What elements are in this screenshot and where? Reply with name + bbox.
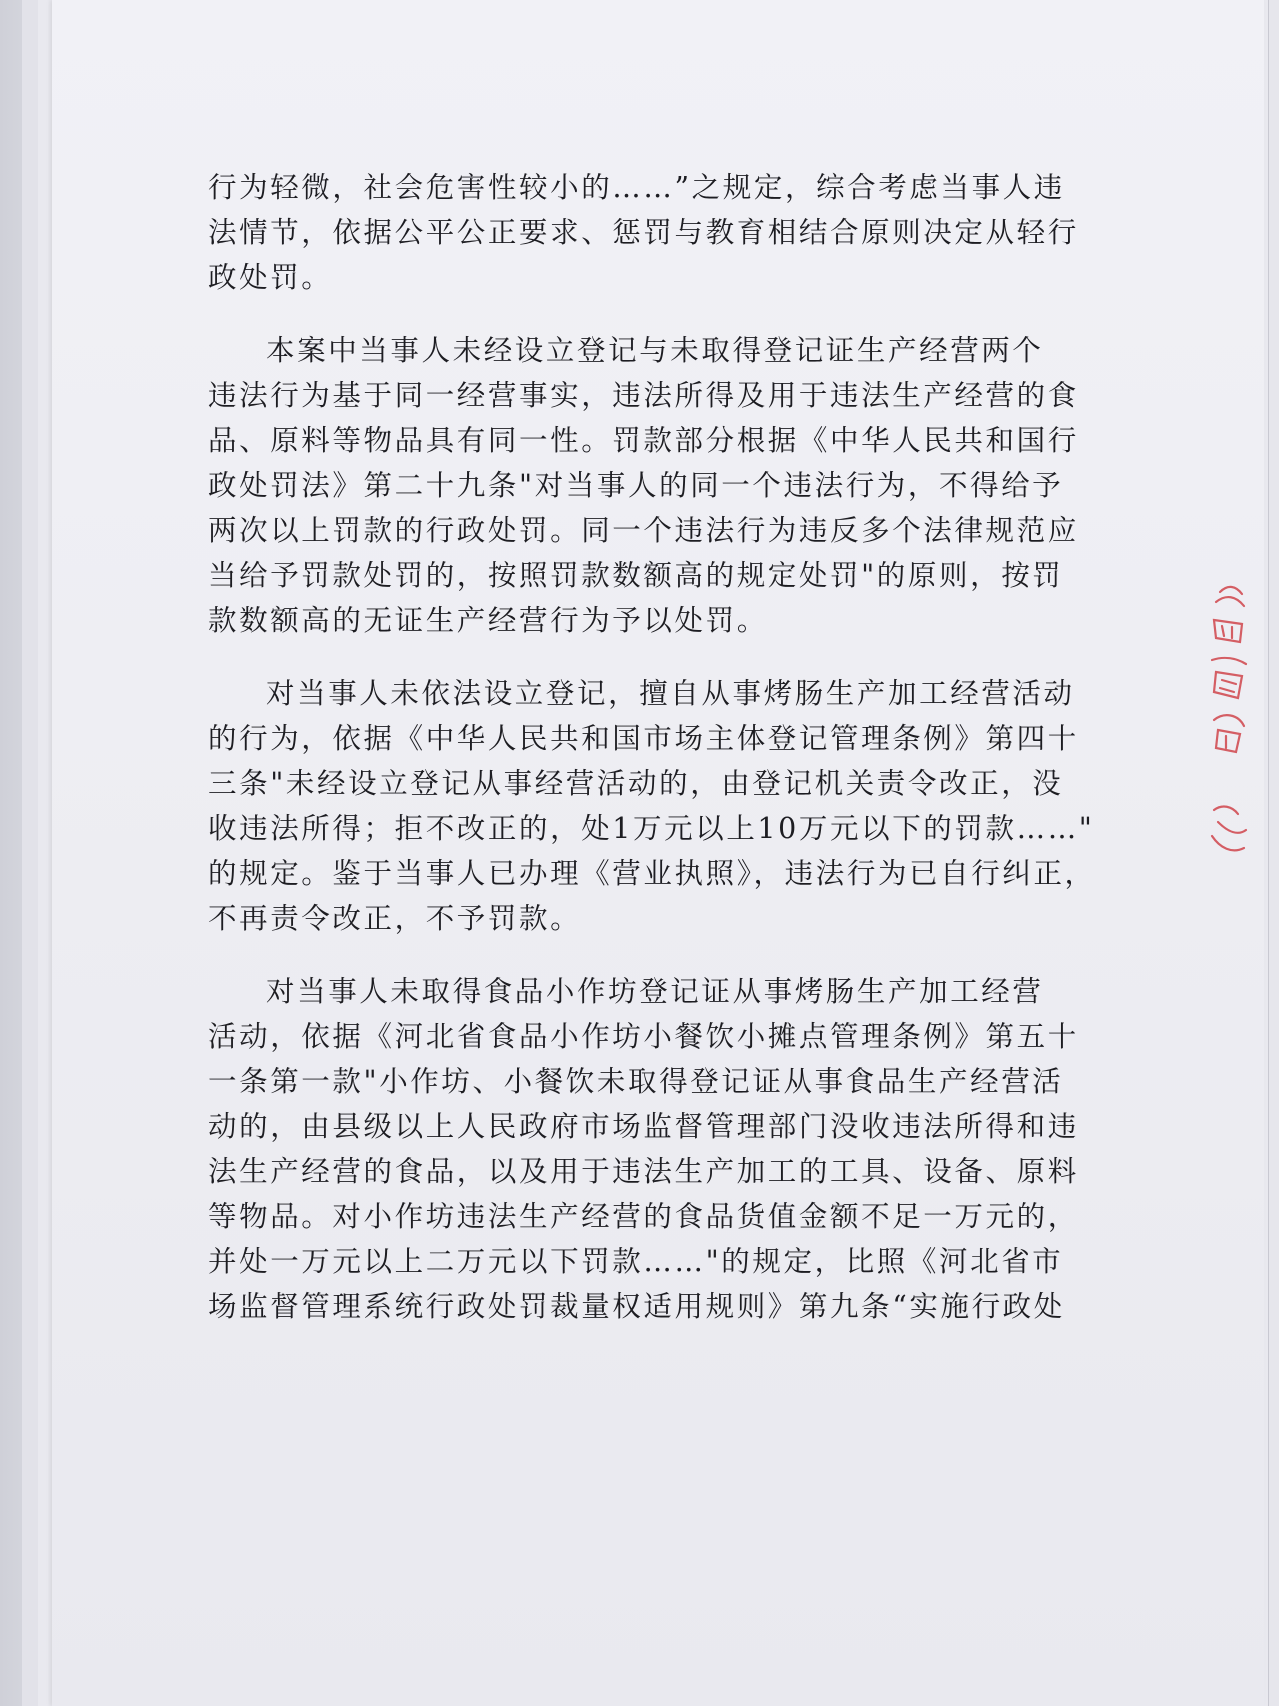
paragraph-first-line: 对当事人未依法设立登记，擅自从事烤肠生产加工经营活动 bbox=[266, 677, 1075, 710]
text-line: 政处罚。 bbox=[208, 261, 333, 294]
paragraph-first-line: 本案中当事人未经设立登记与未取得登记证生产经营两个 bbox=[266, 334, 1044, 367]
text-line: 款数额高的无证生产经营行为予以处罚。 bbox=[208, 604, 768, 637]
document-body bbox=[208, 165, 1130, 1329]
seal-stamp-fragment bbox=[1202, 580, 1254, 870]
paragraph-first-line: 对当事人未取得食品小作坊登记证从事烤肠生产加工经营 bbox=[266, 975, 1044, 1008]
text-line: 不再责令改正，不予罚款。 bbox=[208, 902, 582, 935]
text-line: 一条第一款"小作坊、小餐饮未取得登记证从事食品生产经营活 bbox=[208, 1065, 1064, 1098]
text-line: 法情节，依据公平公正要求、惩罚与教育相结合原则决定从轻行 bbox=[208, 216, 1079, 249]
text-line: 三条"未经设立登记从事经营活动的，由登记机关责令改正，没 bbox=[208, 767, 1064, 800]
text-line: 两次以上罚款的行政处罚。同一个违法行为违反多个法律规范应 bbox=[208, 514, 1079, 547]
text-line: 动的，由县级以上人民政府市场监督管理部门没收违法所得和违 bbox=[208, 1110, 1079, 1143]
document-page bbox=[52, 0, 1264, 1706]
text-line: 当给予罚款处罚的，按照罚款数额高的规定处罚"的原则，按罚 bbox=[208, 559, 1064, 592]
text-line: 行为轻微，社会危害性较小的……”之规定，综合考虑当事人违 bbox=[208, 171, 1065, 204]
text-line: 收违法所得；拒不改正的，处1万元以上10万元以下的罚款……" bbox=[208, 812, 1095, 845]
text-line: 并处一万元以上二万元以下罚款……"的规定，比照《河北省市 bbox=[208, 1245, 1064, 1278]
text-line: 政处罚法》第二十九条"对当事人的同一个违法行为，不得给予 bbox=[208, 469, 1064, 502]
text-line: 违法行为基于同一经营事实，违法所得及用于违法生产经营的食 bbox=[208, 379, 1079, 412]
text-line: 法生产经营的食品，以及用于违法生产加工的工具、设备、原料 bbox=[208, 1155, 1079, 1188]
text-line: 的规定。鉴于当事人已办理《营业执照》，违法行为已自行纠正， bbox=[208, 857, 1096, 890]
text-line: 品、原料等物品具有同一性。罚款部分根据《中华人民共和国行 bbox=[208, 424, 1079, 457]
text-line: 场监督管理系统行政处罚裁量权适用规则》第九条“实施行政处 bbox=[208, 1290, 1065, 1323]
text-line: 活动，依据《河北省食品小作坊小餐饮小摊点管理条例》第五十 bbox=[208, 1020, 1079, 1053]
text-line: 等物品。对小作坊违法生产经营的食品货值金额不足一万元的， bbox=[208, 1200, 1079, 1233]
text-line: 的行为，依据《中华人民共和国市场主体登记管理条例》第四十 bbox=[208, 722, 1079, 755]
